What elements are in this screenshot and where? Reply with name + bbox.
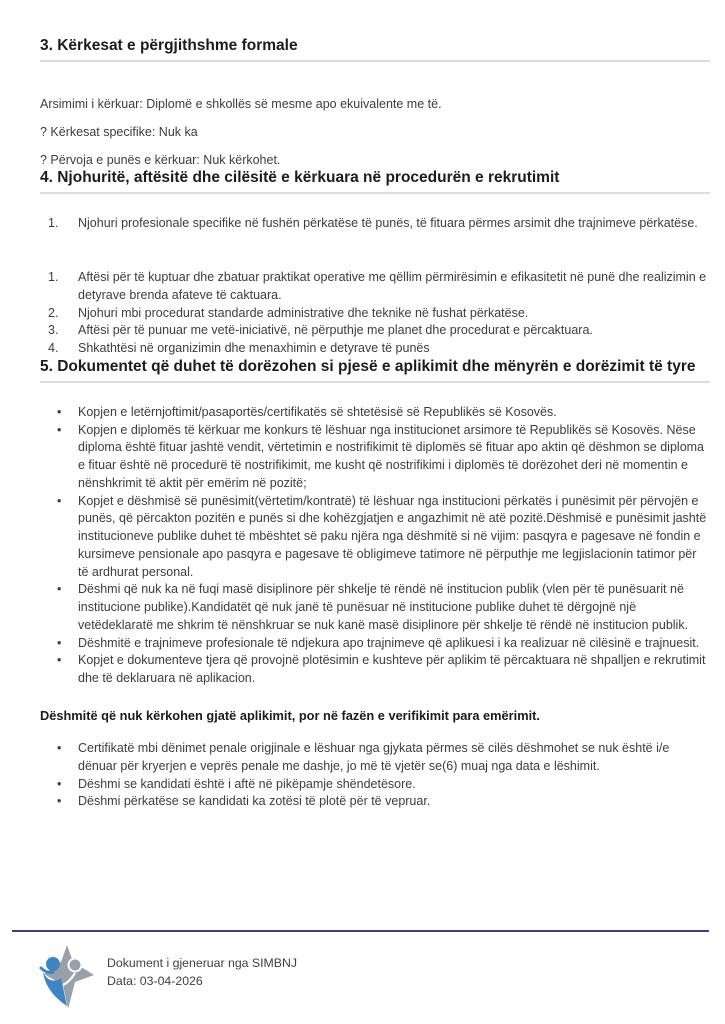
specific-requirements-text: ? Kërkesat specifike: Nuk ka <box>40 124 198 139</box>
list-item: • Kopjet e dokumenteve tjera që provojnë plotësimin e kushteve për aplikim të përcaktuara në shpalljen e rekrutimit dhe të deklaruara në aplikacion. <box>78 652 710 688</box>
list-item: Shkathtësi në organizimin dhe menaxhimin e detyrave të punës <box>78 341 430 356</box>
education-requirement-text: Arsimimi i kërkuar: Diplomë e shkollës së mesme apo ekuivalente me të. <box>40 97 442 112</box>
knowledge-list <box>40 215 710 233</box>
section4-title: 4. Njohuritë, aftësitë dhe cilësitë e kërkuara në procedurën e rekrutimit <box>40 169 710 194</box>
date-text: Data: 03-04-2026 <box>107 974 203 988</box>
verification-documents-list <box>40 740 710 811</box>
work-experience-text: ? Përvoja e punës e kërkuar: Nuk kërkohet. <box>40 152 281 167</box>
list-item: Aftësi për të kuptuar dhe zbatuar praktikat operative me qëllim përmirësimin e efikasitetit në punë dhe realizimin e detyrave brenda afateve të caktuara. <box>78 270 707 302</box>
section-knowledge-skills <box>40 169 710 358</box>
documents-list <box>40 404 710 688</box>
simbnj-logo-icon <box>38 945 94 1009</box>
list-item: • Kopjen e letërnjoftimit/pasaportës/certifikatës së shtetësisë së Republikës së Kosovës. <box>78 404 710 422</box>
generated-by-text: Dokument i gjeneruar nga SIMBNJ <box>107 956 298 970</box>
section5-title: 5. Dokumentet që duhet të dorëzohen si pjesë e aplikimit dhe mënyrën e dorëzimit të tyre <box>40 358 710 383</box>
list-item: • Kopjet e dëshmisë së punësimit(vërtetim/kontratë) të lëshuar nga institucioni përkatës i punësimit për përvojën e punës, që përcakton pozitën e punës si dhe kohëzgjatjen e angazhimit në atë pozitë.Dëshmisë e punësimit jashtë institucioneve publike duhet të mbështet së paku njëra nga dëshmitë si në vijim: pasqyra e pagesave në fondin e kursimeve pensionale apo pasqyra e pagesave të obligimeve tatimore në përputhje me legjislacionin tatimor për të ardhurat personal. <box>78 493 710 582</box>
list-item: Njohuri profesionale specifike në fushën përkatëse të punës, të fituara përmes arsimit dhe trajnimeve përkatëse. <box>78 216 698 231</box>
list-item: Aftësi për të punuar me vetë-iniciativë, në përputhje me planet dhe procedurat e përcaktuara. <box>78 323 593 338</box>
section-required-documents <box>40 358 710 811</box>
section-general-requirements <box>40 37 710 169</box>
list-item: • Kopjen e diplomës të kërkuar me konkurs të lëshuar nga institucionet arsimore të Republikës së Kosovës. Nëse diploma është fituar jashtë vendit, vërtetimin e nostrifikimit të diplomës së fituar apo aktin që dëshmon se diploma e fituar është në procedurë të nostrifikimit, me kusht që nostrifikimi i diplomës të dorëzohet deri në momentin e nënshkrimit të aktit për emërim në pozitë; <box>78 422 710 493</box>
list-item: Njohuri mbi procedurat standarde administrative dhe teknike në fushat përkatëse. <box>78 305 529 320</box>
page-footer <box>12 930 709 1009</box>
list-item: • Dëshmitë e trajnimeve profesionale të ndjekura apo trajnimeve që aplikuesi i ka realizuar në cilësinë e trajnuesit. <box>78 635 710 653</box>
skills-list <box>40 269 710 358</box>
section3-title: 3. Kërkesat e përgjithshme formale <box>40 37 710 62</box>
list-item: • Dëshmi përkatëse se kandidati ka zotësi të plotë për të vepruar. <box>78 793 710 811</box>
footer-divider <box>12 930 709 932</box>
list-item: • Dëshmi që nuk ka në fuqi masë disiplinore për shkelje të rëndë në institucion publik (vlen për të punësuarit në institucione publike).Kandidatët që nuk janë të punësuar në institucione publike duhet të dërgojnë një vetëdeklaratë me shkrim të nënshkruar se nuk kanë masë disiplinore për shkelje të rëndë në institucion publik. <box>78 581 710 634</box>
verification-note: Dëshmitë që nuk kërkohen gjatë aplikimit, por në fazën e verifikimit para emërimit. <box>40 707 540 723</box>
list-item: • Certifikatë mbi dënimet penale origjinale e lëshuar nga gjykata përmes së cilës dëshmohet se nuk është i/e dënuar për kryerjen e veprës penale me dashje, jo më të vjetër se(6) muaj nga data e lëshimit. <box>78 740 710 776</box>
footer-content <box>38 945 709 1009</box>
list-item: • Dëshmi se kandidati është i aftë në pikëpamje shëndetësore. <box>78 776 710 794</box>
footer-text <box>107 954 297 990</box>
